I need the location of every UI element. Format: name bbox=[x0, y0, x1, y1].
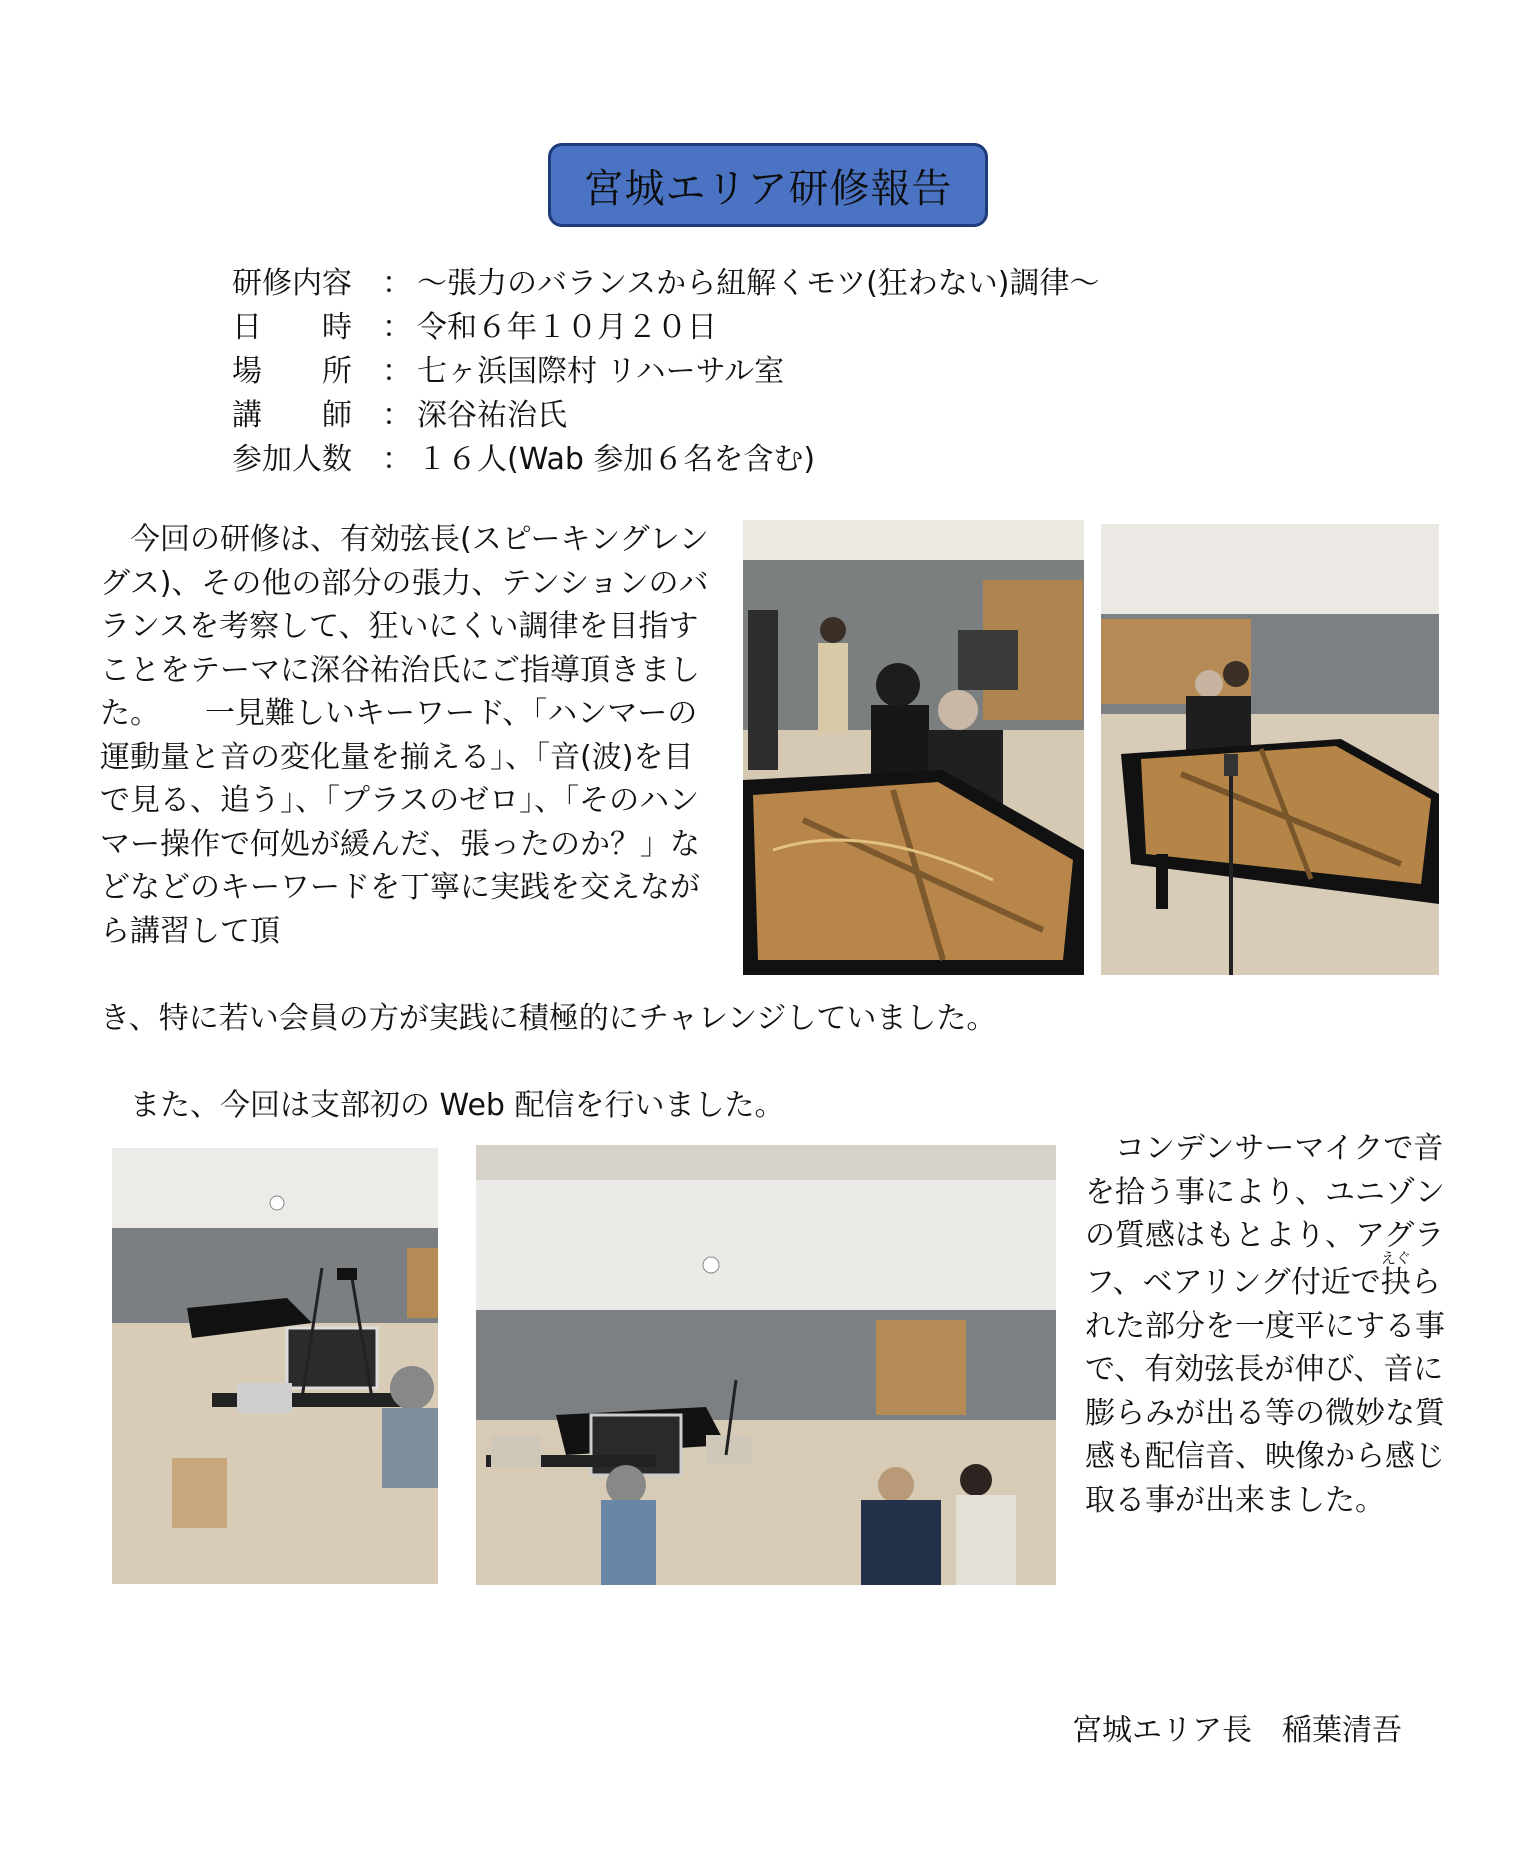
photo-piano-lesson bbox=[743, 520, 1084, 975]
info-colon: ： bbox=[382, 266, 412, 301]
info-label: 場 所 bbox=[232, 354, 352, 389]
info-row-lecturer bbox=[232, 394, 1100, 438]
photo-streaming-room bbox=[476, 1145, 1056, 1585]
info-value: ～張力のバランスから紐解くモツ(狂わない)調律～ bbox=[417, 266, 1100, 301]
info-colon: ： bbox=[382, 398, 412, 433]
info-value: 深谷祐治氏 bbox=[417, 398, 567, 433]
info-row-content bbox=[232, 262, 1100, 306]
signature: 宮城エリア長 稲葉清吾 bbox=[1072, 1713, 1402, 1748]
info-label: 研修内容 bbox=[232, 266, 352, 301]
ruby-reading: えぐ bbox=[1380, 1249, 1411, 1267]
info-row-place bbox=[232, 350, 1100, 394]
info-row-participants bbox=[232, 438, 1100, 482]
paragraph-microphone bbox=[1085, 1127, 1445, 1522]
info-colon: ： bbox=[382, 442, 412, 477]
info-colon: ： bbox=[382, 310, 412, 345]
info-label: 講 師 bbox=[232, 398, 352, 433]
info-row-date bbox=[232, 306, 1100, 350]
info-value: 令和６年１０月２０日 bbox=[417, 310, 717, 345]
report-title: 宮城エリア研修報告 bbox=[583, 165, 953, 212]
info-value: １６人(Wab 参加６名を含む) bbox=[417, 442, 816, 477]
info-label: 参加人数 bbox=[232, 442, 352, 477]
paragraph-training-tail: き、特に若い会員の方が実践に積極的にチャレンジしていました。 bbox=[100, 1001, 997, 1036]
photo-piano-microphone bbox=[1101, 524, 1439, 975]
photo-streaming-setup bbox=[112, 1148, 438, 1584]
paragraph-microphone-part2: られた部分を一度平にする事で、有効弦長が伸び、音に膨らみが出る等の微妙な質感も配信音、映像から感じ取る事が出来ました。 bbox=[1085, 1265, 1445, 1518]
ruby-egu bbox=[1380, 1249, 1411, 1300]
info-label: 日 時 bbox=[232, 310, 352, 345]
training-info bbox=[232, 262, 1100, 482]
info-value: 七ヶ浜国際村 リハーサル室 bbox=[417, 354, 785, 389]
paragraph-web-streaming: また、今回は支部初の Web 配信を行いました。 bbox=[100, 1088, 785, 1123]
ruby-kanji: 抉 bbox=[1380, 1265, 1411, 1300]
paragraph-microphone-part1: コンデンサーマイクで音を拾う事により、ユニゾンの質感はもとより、アグラフ、ベアリング付近で bbox=[1085, 1131, 1445, 1300]
paragraph-training: 今回の研修は、有効弦長(スピーキングレングス)、その他の部分の張力、テンションのバランスを考察して、狂いにくい調律を目指すことをテーマに深谷祐治氏にご指導頂きました。 一見難しいキーワード、「ハンマーの運動量と音の変化量を揃える」、「音(波)を目で見る、追う」、「プラスのゼロ」、「そのハンマー操作で何処が緩んだ、張ったのか？」などなどのキーワードを丁寧に実践を交えながら講習して頂 bbox=[100, 522, 709, 949]
info-colon: ： bbox=[382, 354, 412, 389]
report-title-box bbox=[548, 143, 988, 227]
